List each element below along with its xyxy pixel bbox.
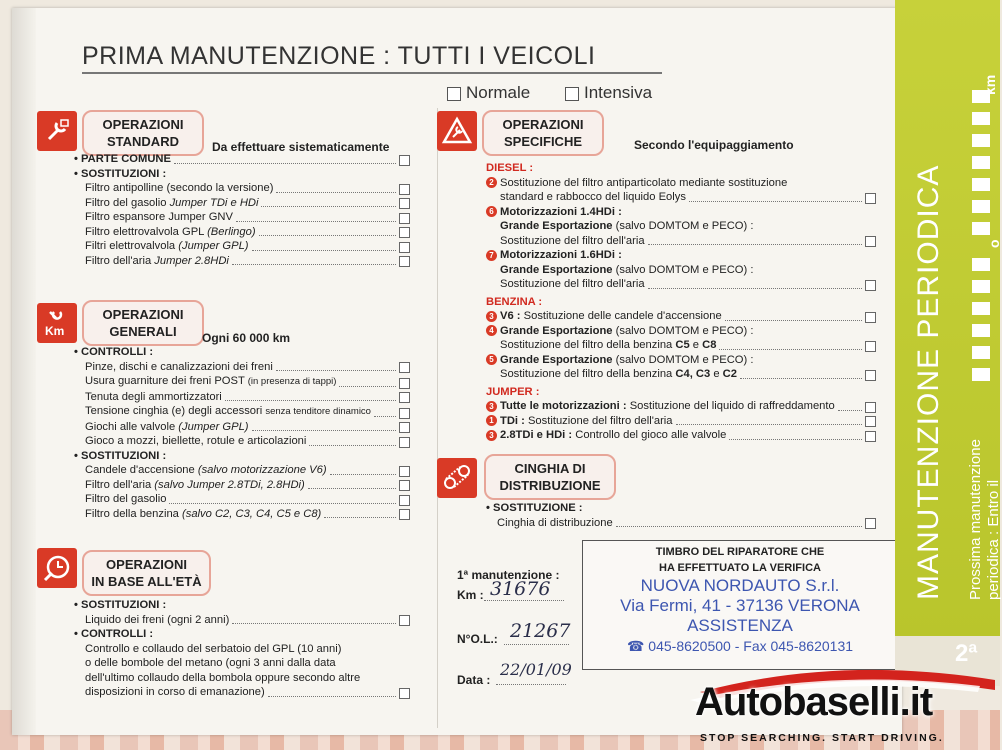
tab-box (972, 258, 990, 271)
item-checkbox[interactable] (399, 437, 410, 448)
list-item (74, 642, 410, 657)
section-standard-subtitle: Da effettuare sistematicamente (212, 140, 390, 154)
list-specifiche (486, 158, 876, 443)
watermark-brand: Autobaselli.it (695, 680, 933, 724)
list-item (486, 516, 876, 531)
list-item (486, 205, 876, 220)
km-value[interactable]: 31676 (490, 578, 551, 600)
list-item (74, 478, 410, 493)
section-eta-title: OPERAZIONI IN BASE ALL'ETÀ (82, 550, 211, 596)
item-checkbox[interactable] (399, 362, 410, 373)
category-label: BENZINA : (486, 295, 543, 308)
item-text: • CONTROLLI : (74, 628, 154, 640)
wrench-icon (37, 111, 77, 151)
leader-dots (276, 192, 396, 193)
item-text: • SOSTITUZIONI : (74, 449, 167, 462)
item-text: Tenuta degli ammortizzatori (85, 390, 222, 403)
list-generali (74, 345, 410, 521)
stamp-line-3: ASSISTENZA (687, 616, 793, 635)
item-checkbox[interactable] (399, 227, 410, 238)
item-text: 7 Motorizzazioni 1.6HDi : (486, 248, 622, 263)
list-standard (74, 152, 410, 268)
item-text: 2 Sostituzione del filtro antiparticolato mediante sostituzione (486, 176, 787, 191)
item-text: Controllo e collaudo del serbatoio del GPL (10 anni) (85, 642, 342, 655)
date-value[interactable]: 22/01/09 (500, 660, 572, 679)
item-text: Cinghia di distribuzione (497, 516, 613, 529)
list-item (74, 613, 410, 628)
tab-subtitle-1: Prossima manutenzione (967, 439, 984, 600)
item-checkbox[interactable] (399, 378, 410, 389)
leader-dots (169, 503, 396, 504)
repairer-stamp-box (582, 540, 898, 670)
item-text: 4 Grande Esportazione (salvo DOMTOM e PECO) : (486, 324, 753, 339)
list-item (486, 309, 876, 324)
list-item (74, 390, 410, 405)
checkbox-intensive[interactable] (565, 87, 579, 101)
option-normal[interactable]: Normale (447, 83, 530, 103)
section-generali-subtitle: Ogni 60 000 km (202, 331, 291, 345)
leader-dots (648, 244, 862, 245)
item-checkbox[interactable] (865, 236, 876, 247)
page-title: PRIMA MANUTENZIONE : TUTTI I VEICOLI (82, 42, 596, 70)
page-fold (437, 108, 438, 728)
item-text: Filtro espansore Jumper GNV (85, 211, 233, 223)
item-text: 3 Tutte le motorizzazioni : Sostituzione del liquido di raffreddamento (486, 399, 835, 414)
leader-dots (252, 430, 396, 431)
list-item (74, 181, 410, 196)
item-text: Gioco a mozzi, biellette, rotule e articolazioni (85, 435, 307, 447)
tab-box (972, 302, 990, 315)
list-item (74, 449, 410, 464)
leader-dots (309, 445, 396, 446)
label-first-maintenance: 1ª manutenzione : (457, 568, 560, 582)
item-text: Filtro del gasolio (85, 493, 167, 505)
list-cinghia (486, 501, 876, 530)
list-item (486, 324, 876, 339)
list-item (74, 210, 410, 225)
step-number-icon: 2 (486, 177, 497, 188)
item-checkbox[interactable] (399, 688, 410, 699)
list-item (486, 385, 876, 400)
leader-dots (268, 696, 396, 697)
item-checkbox[interactable] (399, 480, 410, 491)
item-checkbox[interactable] (399, 213, 410, 224)
item-text: Sostituzione del filtro dell'aria (500, 234, 645, 247)
item-text: • SOSTITUZIONE : (486, 502, 583, 514)
item-text: Filtro del gasolio Jumper TDi e HDi (85, 196, 259, 209)
list-item (486, 501, 876, 516)
list-item (74, 598, 410, 613)
list-item (486, 295, 876, 310)
list-item (74, 374, 410, 390)
list-eta (74, 598, 410, 700)
section-specifiche-subtitle: Secondo l'equipaggiamento (634, 138, 794, 152)
tab-box (972, 222, 990, 235)
item-text: Candele d'accensione (salvo motorizzazione V6) (85, 464, 327, 476)
section-standard-title: OPERAZIONI STANDARD (82, 110, 204, 156)
tab-or-label: o (986, 239, 1002, 248)
date-line (496, 684, 566, 685)
tab-title: MANUTENZIONE PERIODICA (912, 164, 945, 600)
item-text: Usura guarniture dei freni POST (in presenza di tappi) (85, 375, 337, 387)
leader-dots (616, 526, 862, 527)
tab-box (972, 200, 990, 213)
item-text: Sostituzione del filtro della benzina C5 e C8 (500, 339, 717, 351)
list-item (486, 428, 876, 443)
checkbox-normal[interactable] (447, 87, 461, 101)
leader-dots (740, 378, 862, 379)
list-item (486, 190, 876, 205)
leader-dots (838, 410, 862, 411)
leader-dots (719, 349, 862, 350)
tab-box (972, 112, 990, 125)
leader-dots (236, 221, 396, 222)
list-item (74, 239, 410, 254)
list-item (74, 685, 410, 700)
item-text: Filtro dell'aria (salvo Jumper 2.8TDi, 2.8HDi) (85, 478, 305, 491)
tab-box (972, 134, 990, 147)
item-text: Giochi alle valvole (Jumper GPL) (85, 420, 249, 433)
list-item (74, 656, 410, 671)
list-item (74, 225, 410, 240)
item-text: • PARTE COMUNE (74, 153, 171, 165)
list-item (74, 671, 410, 686)
leader-dots (330, 474, 396, 475)
leader-dots (374, 416, 396, 417)
list-item (486, 248, 876, 263)
list-item (74, 254, 410, 269)
option-intensive[interactable]: Intensiva (565, 83, 652, 103)
item-text: Filtri elettrovalvola (Jumper GPL) (85, 240, 249, 252)
label-date: Data : (457, 673, 491, 687)
item-checkbox[interactable] (399, 509, 410, 520)
stamp-line-4: ☎ 045-8620500 - Fax 045-8620131 (626, 638, 854, 654)
tab-box (972, 346, 990, 359)
step-number-icon: 3 (486, 311, 497, 322)
tab-box (972, 324, 990, 337)
list-item (74, 420, 410, 435)
item-text: Filtro della benzina (salvo C2, C3, C4, C5 e C8) (85, 507, 322, 520)
km-icon (37, 303, 77, 343)
stamp-header-1: TIMBRO DEL RIPARATORE CHE (655, 546, 825, 558)
ol-value[interactable]: 21267 (510, 620, 571, 642)
item-checkbox[interactable] (399, 495, 410, 506)
list-item (74, 492, 410, 507)
section-specifiche-title: OPERAZIONI SPECIFICHE (482, 110, 604, 156)
item-checkbox[interactable] (399, 422, 410, 433)
list-item (74, 404, 410, 420)
list-item (486, 399, 876, 414)
watermark-tagline: STOP SEARCHING. START DRIVING. (700, 732, 944, 744)
stamp-header-2: HA EFFETTUATO LA VERIFICA (659, 562, 821, 574)
item-text: Liquido dei freni (ogni 2 anni) (85, 613, 230, 626)
leader-dots (261, 206, 396, 207)
km-line (484, 600, 564, 601)
item-text: • CONTROLLI : (74, 346, 154, 358)
item-text: Pinze, dischi e canalizzazioni dei freni (85, 360, 273, 373)
list-item (486, 176, 876, 191)
leader-dots (259, 235, 396, 236)
item-text: Tensione cinghia (e) degli accessori senza tenditore dinamico (85, 405, 371, 417)
list-item (74, 345, 410, 360)
item-checkbox[interactable] (399, 242, 410, 253)
ol-line (504, 644, 569, 645)
item-text: dell'ultimo collaudo della bombola oppure secondo altre (85, 671, 361, 684)
leader-dots (276, 370, 396, 371)
item-text: Filtro elettrovalvola GPL (Berlingo) (85, 225, 256, 238)
tab-box (972, 156, 990, 169)
item-checkbox[interactable] (399, 184, 410, 195)
leader-dots (324, 517, 396, 518)
leader-dots (725, 320, 862, 321)
tab-box (972, 368, 990, 381)
title-underline (82, 72, 662, 74)
stamp-line-2: Via Fermi, 41 - 37136 VERONA (620, 596, 860, 615)
svg-text:Km: Km (45, 324, 65, 338)
tab-badge: 2ª (955, 640, 978, 667)
tab-km-label: km (982, 74, 998, 95)
step-number-icon: 7 (486, 250, 497, 261)
item-checkbox[interactable] (399, 256, 410, 267)
item-text: Filtro antipolline (secondo la versione) (85, 182, 274, 194)
item-text: 3 2.8TDi e HDi : Controllo del gioco alle valvole (486, 428, 726, 443)
item-text: 5 Grande Esportazione (salvo DOMTOM e PECO) : (486, 353, 753, 368)
item-text: standard e rabbocco del liquido Eolys (500, 191, 686, 203)
watermark-logo (660, 660, 1000, 750)
step-number-icon: 4 (486, 325, 497, 336)
list-item (486, 338, 876, 353)
list-item (486, 414, 876, 429)
leader-dots (648, 288, 862, 289)
list-item (486, 234, 876, 249)
step-number-icon: 1 (486, 415, 497, 426)
item-checkbox[interactable] (865, 280, 876, 291)
item-checkbox[interactable] (399, 198, 410, 209)
category-label: JUMPER : (486, 385, 540, 398)
item-checkbox[interactable] (399, 615, 410, 626)
tab-subtitle-2: periodica : Entro il (985, 479, 1002, 600)
leader-dots (225, 400, 396, 401)
step-number-icon: 3 (486, 430, 497, 441)
leader-dots (252, 250, 396, 251)
leader-dots (689, 201, 862, 202)
warning-wrench-icon (437, 111, 477, 151)
list-item (74, 167, 410, 182)
stamp-line-1: NUOVA NORDAUTO S.r.l. (640, 576, 840, 595)
booklet-page (12, 8, 902, 735)
item-text: Filtro dell'aria Jumper 2.8HDi (85, 254, 229, 267)
step-number-icon: 5 (486, 354, 497, 365)
label-ol: N°O.L.: (457, 632, 498, 646)
item-checkbox[interactable] (865, 312, 876, 323)
item-checkbox[interactable] (399, 466, 410, 477)
leader-dots (676, 424, 862, 425)
item-checkbox[interactable] (399, 408, 410, 419)
list-item (74, 627, 410, 642)
list-item (74, 507, 410, 522)
list-item (74, 360, 410, 375)
list-item (486, 219, 876, 234)
list-item (486, 353, 876, 368)
item-checkbox[interactable] (865, 370, 876, 381)
item-text: Sostituzione del filtro dell'aria (500, 278, 645, 290)
list-item (486, 263, 876, 278)
item-text: Grande Esportazione (salvo DOMTOM e PECO) : (500, 220, 754, 232)
step-number-icon: 3 (486, 401, 497, 412)
item-text: o delle bombole del metano (ogni 3 anni dalla data (85, 657, 336, 669)
item-checkbox[interactable] (865, 341, 876, 352)
item-text: Grande Esportazione (salvo DOMTOM e PECO) : (500, 263, 754, 276)
item-text: 3 V6 : Sostituzione delle candele d'accensione (486, 309, 722, 324)
label-km: Km : (457, 588, 484, 602)
tab-box (972, 178, 990, 191)
leader-dots (729, 439, 862, 440)
list-item (486, 161, 876, 176)
item-text: Sostituzione del filtro della benzina C4, C3 e C2 (500, 368, 737, 380)
item-checkbox[interactable] (865, 402, 876, 413)
item-text: 6 Motorizzazioni 1.4HDi : (486, 205, 622, 220)
leader-dots (232, 623, 396, 624)
tab-box (972, 280, 990, 293)
section-generali-title: OPERAZIONI GENERALI (82, 300, 204, 346)
list-item (74, 152, 410, 167)
category-label: DIESEL : (486, 162, 534, 174)
section-cinghia-title: CINGHIA DI DISTRIBUZIONE (484, 454, 616, 500)
timing-belt-icon (437, 458, 477, 498)
binding-strip (12, 8, 36, 735)
list-item (74, 434, 410, 449)
clock-wrench-icon (37, 548, 77, 588)
item-text: • SOSTITUZIONI : (74, 599, 167, 611)
item-text: • SOSTITUZIONI : (74, 167, 167, 180)
list-item (74, 463, 410, 478)
leader-dots (339, 386, 396, 387)
item-checkbox[interactable] (865, 431, 876, 442)
item-text: disposizioni in corso di emanazione) (85, 686, 265, 698)
item-checkbox[interactable] (865, 518, 876, 529)
item-text: 1 TDi : Sostituzione del filtro dell'aria (486, 414, 673, 429)
list-item (486, 277, 876, 292)
item-checkbox[interactable] (399, 155, 410, 166)
leader-dots (308, 488, 396, 489)
item-checkbox[interactable] (865, 416, 876, 427)
list-item (74, 196, 410, 211)
leader-dots (232, 264, 396, 265)
list-item (486, 367, 876, 382)
step-number-icon: 6 (486, 206, 497, 217)
item-checkbox[interactable] (865, 193, 876, 204)
leader-dots (174, 163, 396, 164)
item-checkbox[interactable] (399, 392, 410, 403)
